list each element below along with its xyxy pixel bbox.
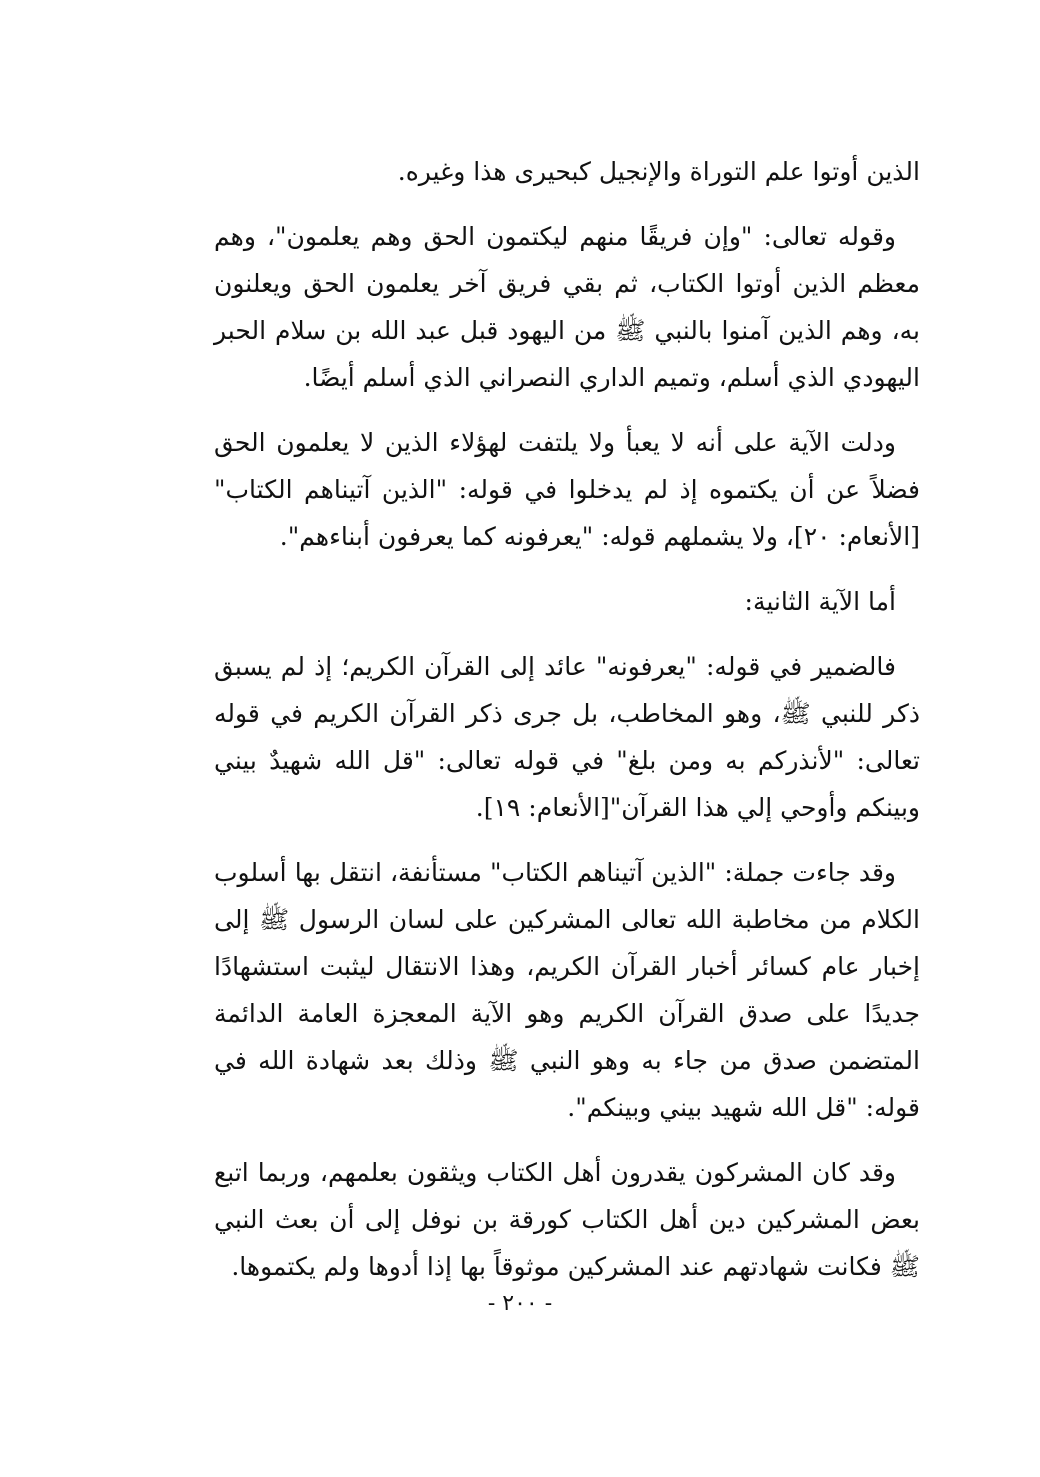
page-number: - ٢٠٠ - [487, 1291, 553, 1316]
body-text [214, 148, 920, 1308]
paragraph-1: الذين أوتوا علم التوراة والإنجيل كبحيرى هذا وغيره. [397, 157, 920, 186]
paragraph-7: وقد كان المشركون يقدرون أهل الكتاب ويثقون بعلمهم، وربما اتبع بعض المشركين دين أهل الكتاب كورقة بن نوفل إلى أن بعث النبي ﷺ فكانت شهادتهم عند المشركين موثوقاً بها إذا أدوها ولم يكتموها. [214, 1158, 920, 1281]
paragraph-3: ودلت الآية على أنه لا يعبأ ولا يلتفت لهؤلاء الذين لا يعلمون الحق فضلاً عن أن يكتموه إذ لم يدخلوا في قوله: "الذين آتيناهم الكتاب" [الأنعام: ٢٠]، ولا يشملهم قوله: "يعرفونه كما يعرفون أبناءهم". [214, 428, 920, 551]
paragraph-6: وقد جاءت جملة: "الذين آتيناهم الكتاب" مستأنفة، انتقل بها أسلوب الكلام من مخاطبة الله تعالى المشركين على لسان الرسول ﷺ إلى إخبار عام كسائر أخبار القرآن الكريم، وهذا الانتقال ليثبت استشهادًا جديدًا على صدق القرآن الكريم وهو الآية المعجزة العامة الدائمة المتضمن صدق من جاء به وهو النبي ﷺ وذلك بعد شهادة الله في قوله: "قل الله شهيد بيني وبينكم". [214, 858, 920, 1122]
paragraph-5: فالضمير في قوله: "يعرفونه" عائد إلى القرآن الكريم؛ إذ لم يسبق ذكر للنبي ﷺ، وهو المخاطب، بل جرى ذكر القرآن الكريم في قوله تعالى: "لأنذركم به ومن بلغ" في قوله تعالى: "قل الله شهيدٌ بيني وبينكم وأوحي إلي هذا القرآن"[الأنعام: ١٩]. [214, 652, 920, 822]
paragraph-4: أما الآية الثانية: [744, 587, 896, 616]
paragraph-2: وقوله تعالى: "وإن فريقًا منهم ليكتمون الحق وهم يعلمون"، وهم معظم الذين أوتوا الكتاب، ثم بقي فريق آخر يعلمون الحق ويعلنون به، وهم الذين آمنوا بالنبي ﷺ من اليهود قبل عبد الله بن سلام الحبر اليهودي الذي أسلم، وتميم الداري النصراني الذي أسلم أيضًا. [214, 222, 920, 392]
